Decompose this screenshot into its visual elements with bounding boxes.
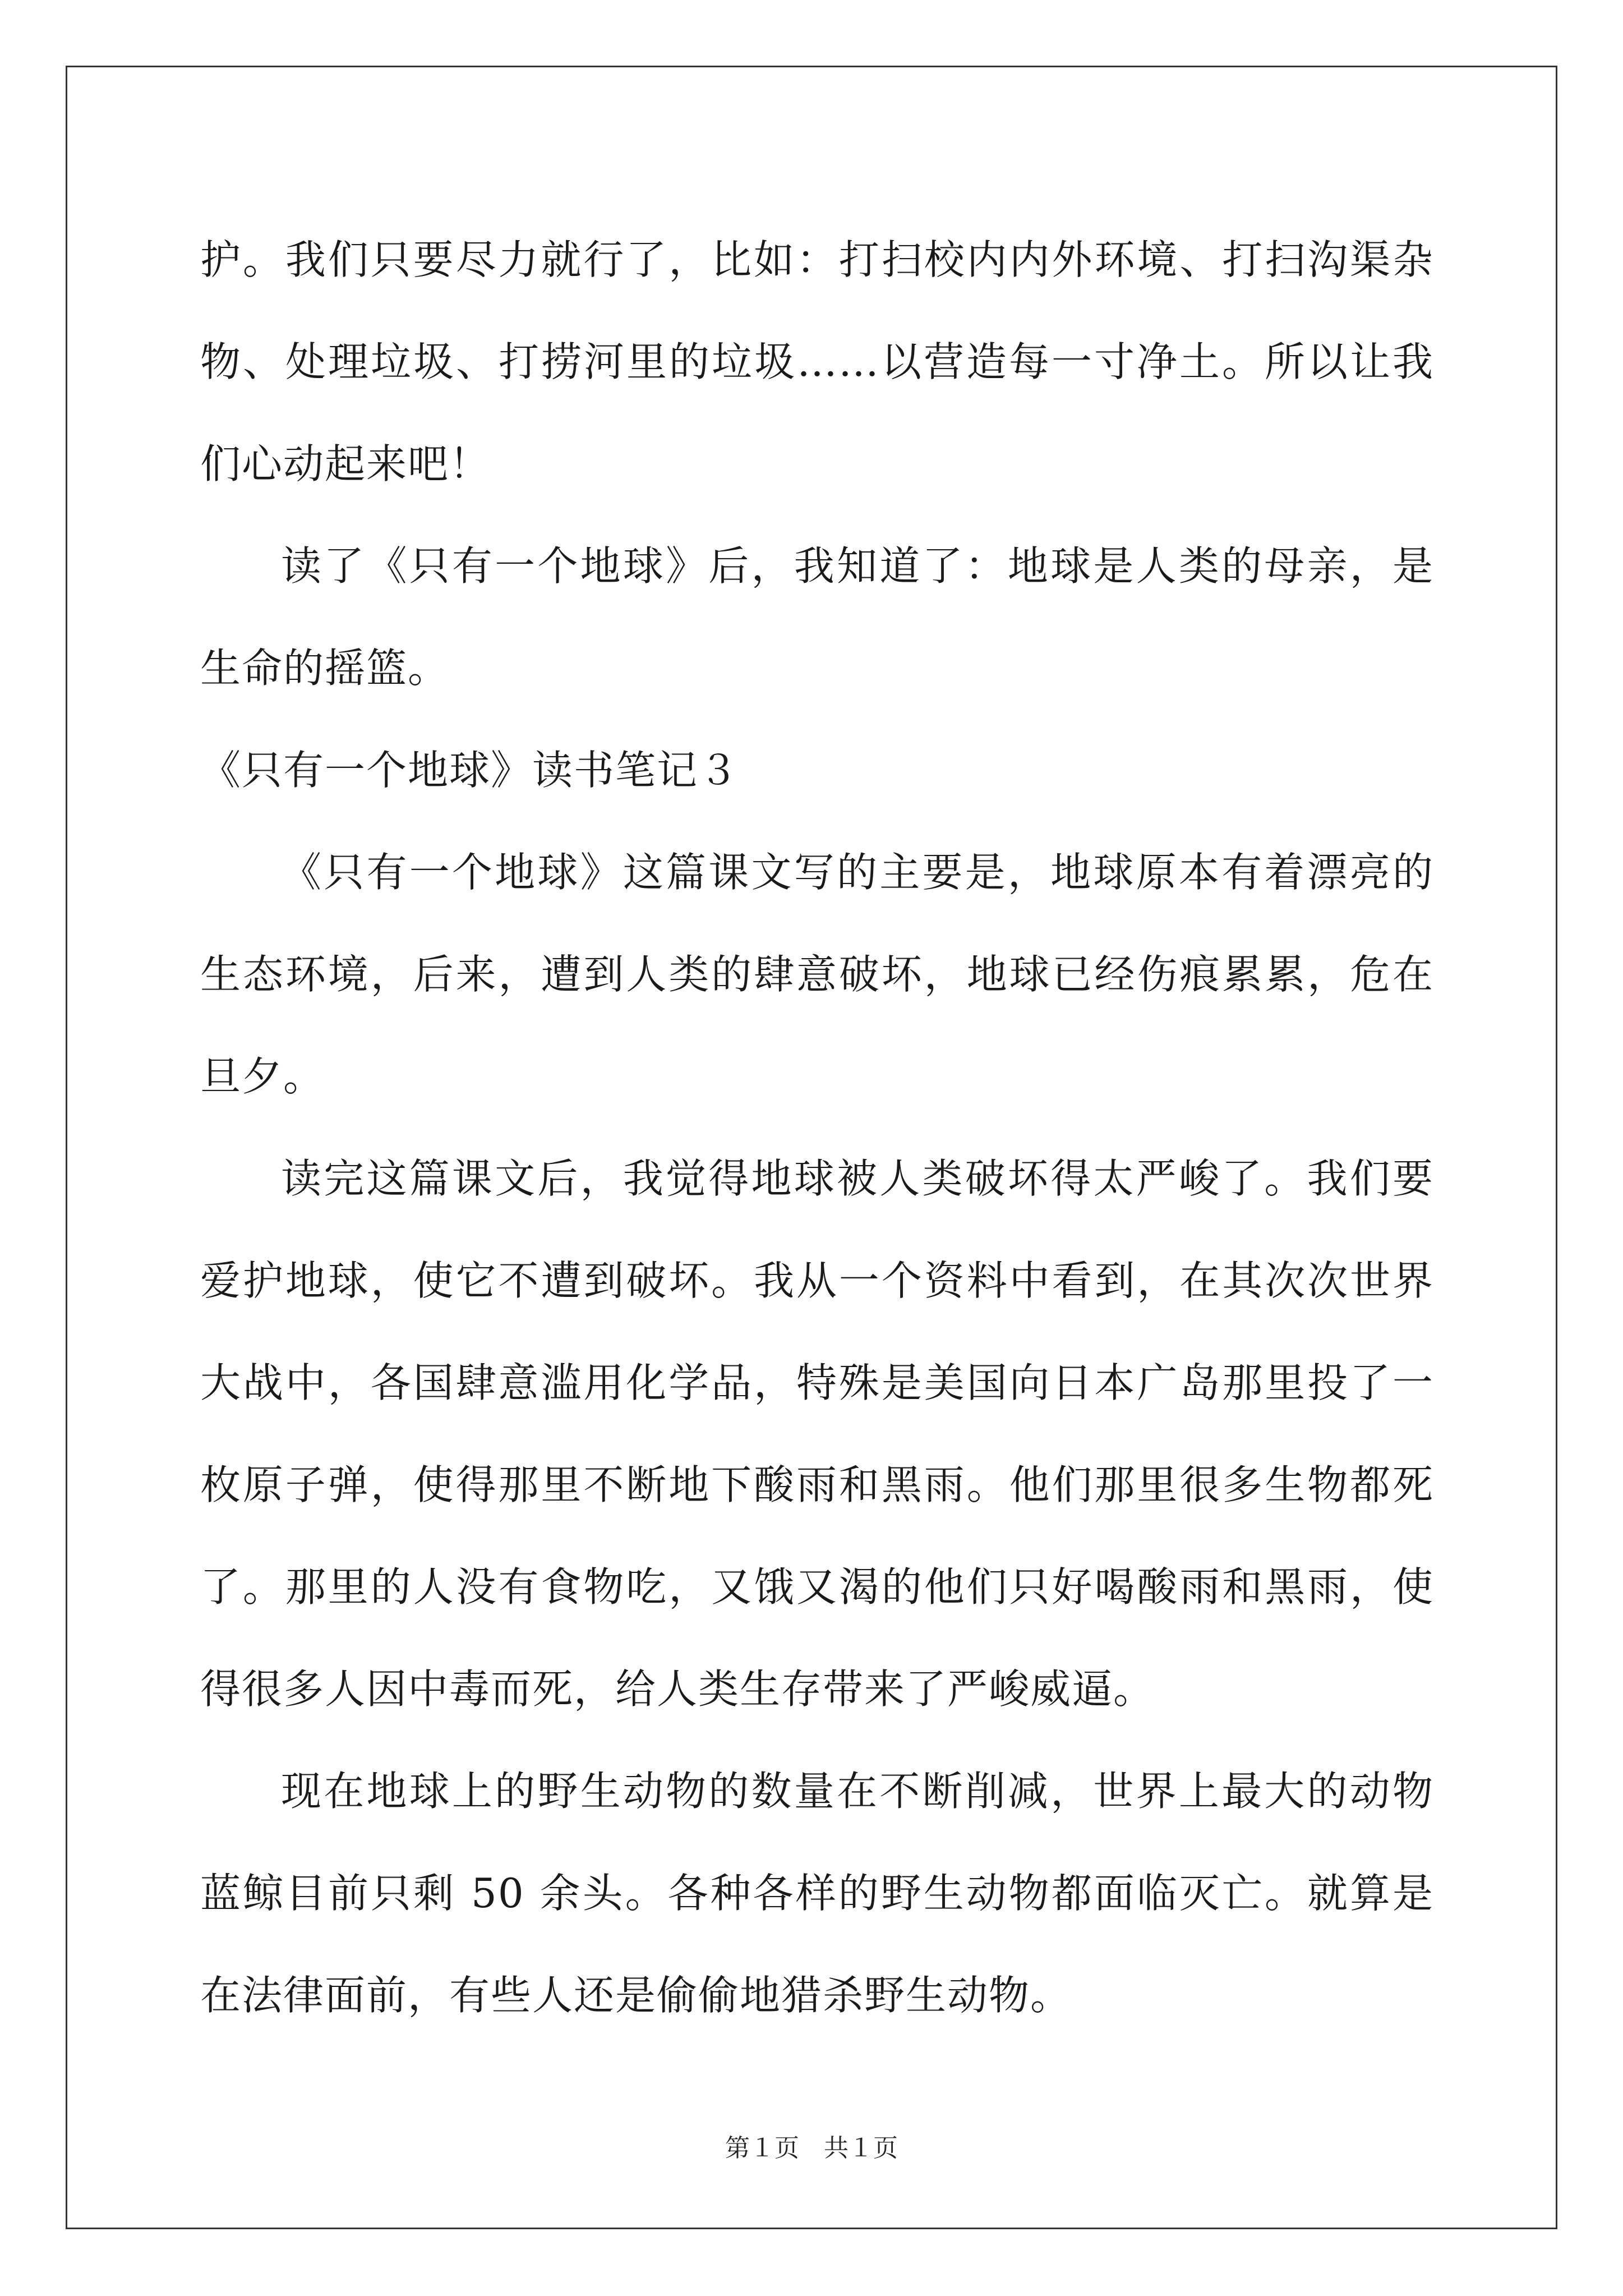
paragraph: 读了《只有一个地球》后，我知道了：地球是人类的母亲，是生命的摇篮。 <box>200 542 1434 692</box>
page-total: 共１页 <box>824 2134 898 2162</box>
document-body <box>200 209 1434 2046</box>
paragraph: 现在地球上的野生动物的数量在不断削减，世界上最大的动物蓝鲸目前只剩 50 余头。各种各样的野生动物都面临灭亡。就算是在法律面前，有些人还是偷偷地猎杀野生动物。 <box>200 1768 1434 2019</box>
page-number: 第１页 <box>725 2134 799 2162</box>
paragraph: 《只有一个地球》这篇课文写的主要是，地球原本有着漂亮的生态环境，后来，遭到人类的肆意破坏，地球已经伤痕累累，危在旦夕。 <box>200 849 1434 1100</box>
paragraph: 读完这篇课文后，我觉得地球被人类破坏得太严峻了。我们要爱护地球，使它不遭到破坏。我从一个资料中看到，在其次次世界大战中，各国肆意滥用化学品，特殊是美国向日本广岛那里投了一枚原子弹，使得那里不断地下酸雨和黑雨。他们那里很多生物都死了。那里的人没有食物吃，又饿又渴的他们只好喝酸雨和黑雨，使得很多人因中毒而死，给人类生存带来了严峻威逼。 <box>200 1155 1434 1713</box>
page-footer <box>0 2132 1623 2165</box>
section-heading: 《只有一个地球》读书笔记３ <box>200 747 740 794</box>
paragraph: 护。我们只要尽力就行了，比如：打扫校内内外环境、打扫沟渠杂物、处理垃圾、打捞河里的垃圾……以营造每一寸净土。所以让我们心动起来吧！ <box>200 236 1434 487</box>
